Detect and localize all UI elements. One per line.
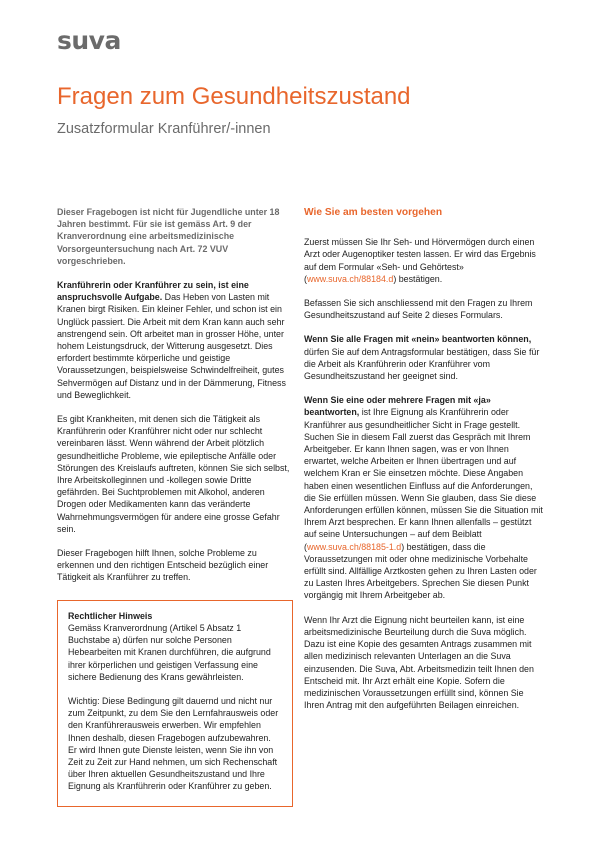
paragraph-questions: Befassen Sie sich anschliessend mit den Fragen zu Ihrem Gesundheitszustand auf Seite 2 dieses Formulars. bbox=[304, 298, 533, 321]
no-answers-text: dürfen Sie auf dem Antragsformular bestätigen, dass Sie für die Arbeit als Kranführerin oder Kranführer vom Gesundheitszustand her geeignet sind. bbox=[304, 346, 540, 382]
paragraph-illness: Es gibt Krankheiten, mit denen sich die Tätigkeit als Kranführerin oder Kranführer nicht oder nur schlecht vereinbaren lässt. Wenn während der Arbeit plötzlich gesundheitliche Probleme, wie epileptische Anfälle oder Störungen des Kreislaufs auftreten, können Sie sich selbst, Ihre Arbeitskolleginnen und -kollegen sowie Dritte gefährden. Bei Suchtproblemen mit Alkohol, anderen Drogen oder Medikamenten kann das veränderte Wahrnehmungsvermögen für andere eine grosse Gefahr sein. bbox=[57, 414, 290, 534]
legal-notice-important: Wichtig: Diese Bedingung gilt dauernd und nicht nur zum Zeitpunkt, zu dem Sie den Lernfahrausweis oder den Kranführerausweis erwerben. Wir empfehlen Ihnen deshalb, diesen Fragebogen aufzubewahren. Er wird Ihnen gute Dienste leisten, wenn Sie ihn von Zeit zu Zeit zur Hand nehmen, um sich Rechenschaft über Ihren aktuellen Gesundheitszustand und Ihre Eignung als Kranführerin oder Kranführer zu geben. bbox=[68, 695, 279, 792]
legal-notice-heading: Rechtlicher Hinweis bbox=[68, 610, 153, 621]
procedure-heading: Wie Sie am besten vorgehen bbox=[304, 207, 443, 218]
no-answers-lead: Wenn Sie alle Fragen mit «nein» beantworten können, bbox=[304, 334, 532, 345]
right-column bbox=[304, 207, 544, 723]
legal-notice-text: Gemäss Kranverordnung (Artikel 5 Absatz 1 Buchstabe a) dürfen nur solche Personen Hebearbeiten mit Kranen durchführen, die aufgrund ihrer körperlichen und geistigen Verfassung eine sichere Bedienung des Krans gewährleisten. bbox=[68, 622, 271, 682]
paragraph-task-text: Das Heben von Lasten mit Kranen birgt Risiken. Ein kleiner Fehler, und schon ist ein Unglück passiert. Die Arbeit mit dem Kran kann auch sehr anstrengend sein. Oft arbeitet man in grosser Höhe, unter hohem Leistungsdruck, der Witterung ausgesetzt. Dies erfordert bestimmte körperliche und geistige Voraussetzungen, beispielsweise Schwindelfreiheit, gutes Sehvermögen auf Distanz und in der Dämmerung, Fitness und Beweglichkeit. bbox=[57, 292, 286, 400]
suva-logo: suva bbox=[57, 26, 121, 55]
link-supplement-form[interactable]: www.suva.ch/88185-1.d bbox=[306, 541, 402, 552]
left-column bbox=[57, 206, 293, 807]
paragraph-task bbox=[57, 279, 293, 401]
vision-test-end: ) bestätigen. bbox=[393, 273, 443, 284]
legal-notice-box bbox=[57, 600, 293, 807]
legal-notice bbox=[68, 610, 282, 683]
page-subtitle: Zusatzformular Kranführer/-innen bbox=[57, 121, 271, 137]
paragraph-vision-test bbox=[304, 236, 544, 285]
paragraph-suva-assessment: Wenn Ihr Arzt die Eignung nicht beurteilen kann, ist eine arbeitsmedizinische Beurteilung durch die Suva möglich. Dazu ist eine Kopie des gesamten Antrags zusammen mit allen medizinisch relevanten Unterlagen an die Suva einzusenden. Die Suva, Abt. Arbeitsmedizin teilt Ihnen den Entscheid mit. Ihr Arzt erhält eine Kopie. Sofern die medizinischen Voraussetzungen erfüllt sind, können Sie Ihren Antrag mit den aufgeführten Beilagen einreichen. bbox=[304, 614, 534, 711]
paragraph-yes-answers bbox=[304, 394, 544, 601]
paragraph-task-lead: Kranführerin oder Kranführer zu sein, ist eine anspruchsvolle Aufgabe. bbox=[57, 280, 249, 303]
link-vision-form[interactable]: www.suva.ch/88184.d bbox=[306, 273, 394, 284]
paragraph-no-answers bbox=[304, 333, 544, 382]
yes-answers-lead: Wenn Sie eine oder mehrere Fragen mit «ja» beantworten, bbox=[304, 395, 491, 418]
yes-answers-text: ist Ihre Eignung als Kranführerin oder Kranführer aus gesundheitlicher Sicht in Frage gestellt. Suchen Sie in diesem Fall zuerst das Gespräch mit Ihrem Arbeitgeber. Er kann Ihnen sagen, was er von Ihnen erwartet, welche Arbeiten er Ihnen übertragen und auf welchem Kran er Sie einsetzen möchte. Diese Angaben haben einen wesentlichen Einfluss auf die Anforderungen, die Sie erfüllen müssen. Wenn Sie glauben, dass Sie diese Anforderungen erfüllen können, müssen Sie die Situation mit Ihrem Arzt besprechen. Er kann Ihnen allenfalls – gestützt auf seine Untersuchungen – auf dem Beiblatt ( bbox=[304, 407, 543, 552]
vision-test-text: Zuerst müssen Sie Ihr Seh- und Hörvermögen durch einen Arzt oder Augenoptiker testen lassen. Er wird das Ergebnis auf dem Formular «Seh- und Gehörtest» ( bbox=[304, 237, 536, 284]
intro-paragraph: Dieser Fragebogen ist nicht für Jugendliche unter 18 Jahren bestimmt. Für sie ist gemäss Art. 9 der Kranverordnung eine arbeitsmedizinische Vorsorgeuntersuchung nach Art. 72 VUV vorgeschrieben. bbox=[57, 207, 280, 266]
yes-answers-end: ) bestätigen, dass die Voraussetzungen mit oder ohne medizinische Vorbehalte erfüllt sind. Allfällige Arztkosten gehen zu Ihren Lasten oder zu Lasten Ihres Arbeitgebers. Sprechen Sie diesen Punkt vorgängig mit Ihrem Arbeitgeber ab. bbox=[304, 541, 537, 601]
page-title: Fragen zum Gesundheitszustand bbox=[57, 83, 411, 110]
paragraph-purpose: Dieser Fragebogen hilft Ihnen, solche Probleme zu erkennen und den richtigen Entscheid bezüglich einer Tätigkeit als Kranführer zu treffen. bbox=[57, 548, 269, 583]
